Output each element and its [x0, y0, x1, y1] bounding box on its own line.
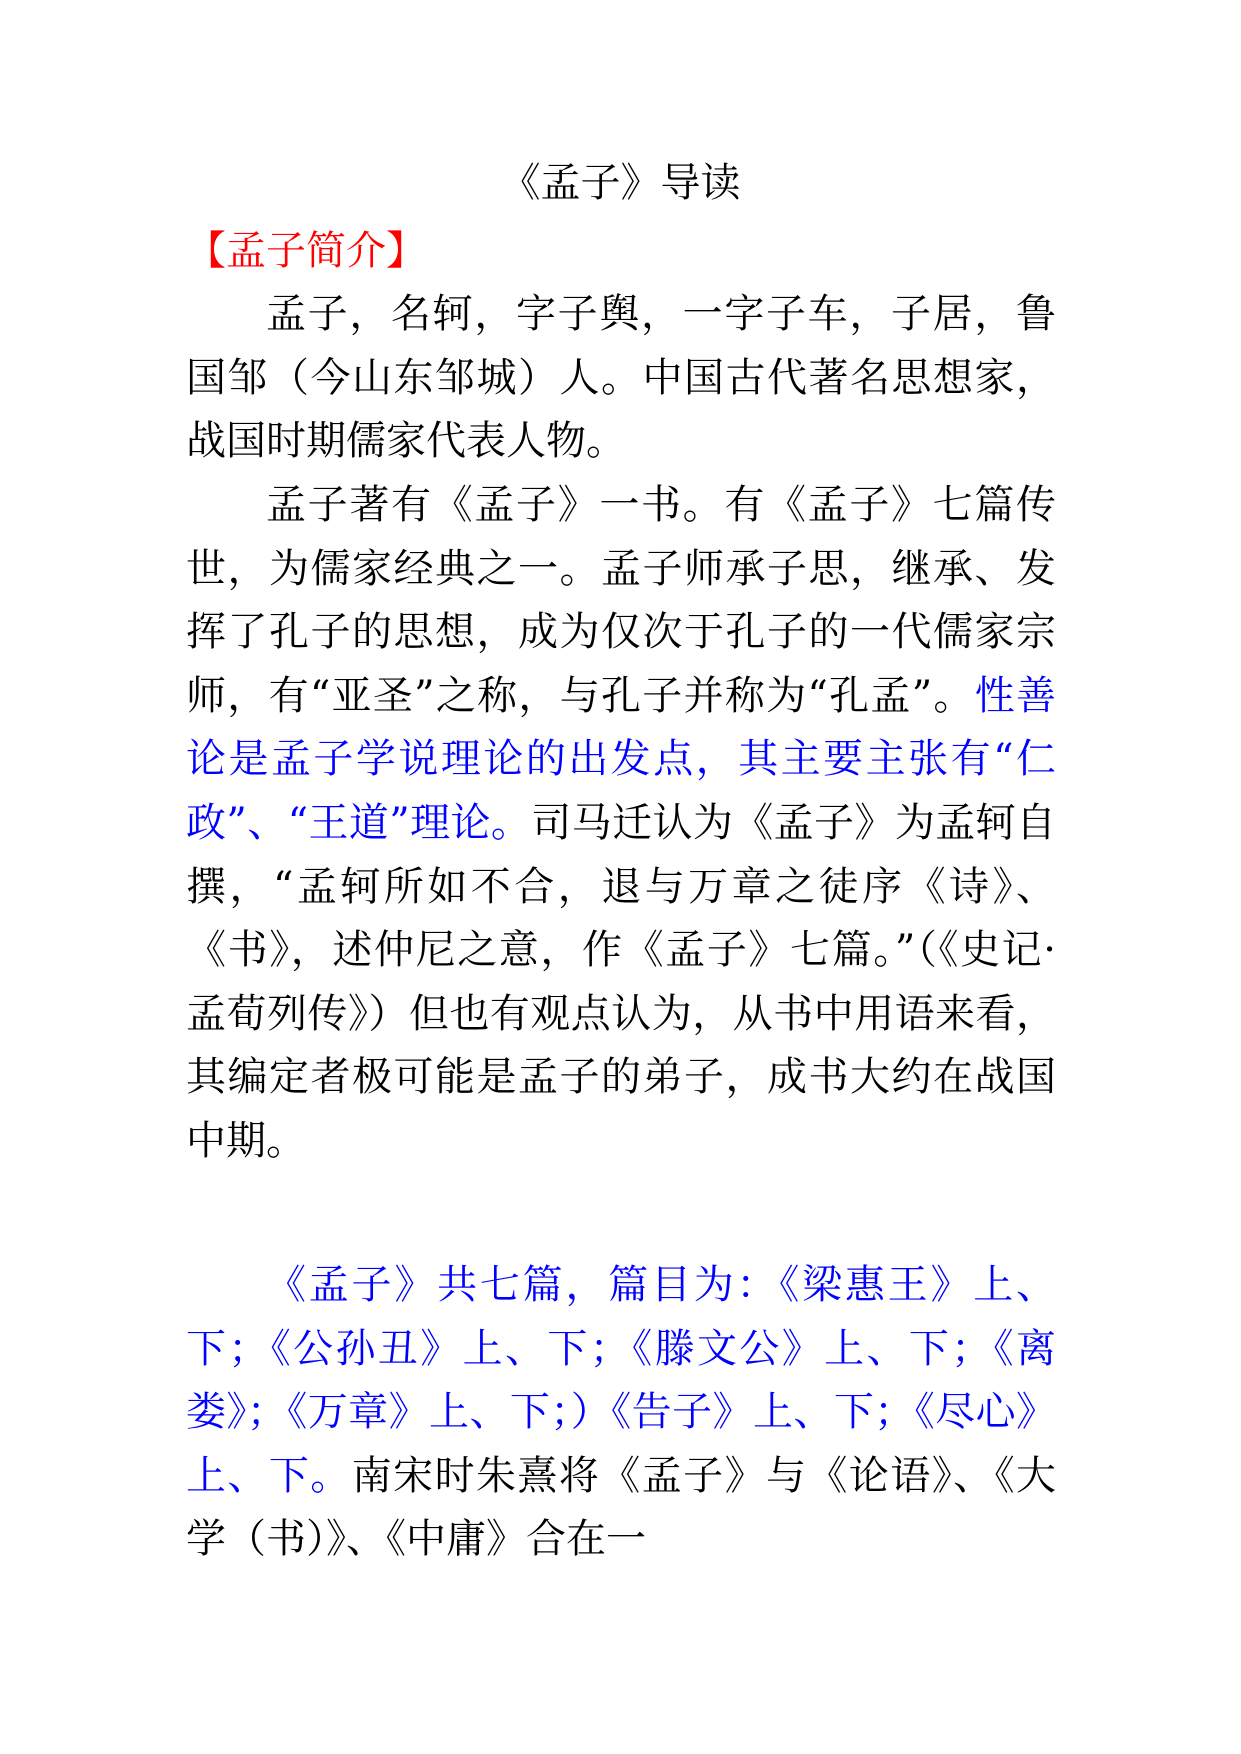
paragraph-chapters	[186, 1254, 1056, 1572]
paragraph-chapters-text: 南宋时朱熹将《孟子》与《论语》、《大学（书）》、《中庸》合在一	[186, 1452, 1057, 1563]
paragraph-works	[186, 474, 1056, 1174]
paragraph-works-text-1: 孟子著有《孟子》一书。有《孟子》七篇传世，为儒家经典之一。孟子师承子思，继承、发挥了孔子的思想，成为仅次于孔子的一代儒家宗师，有“亚圣”之称，与孔子并称为“孔孟”。	[186, 482, 1056, 719]
document-title: 《孟子》导读	[500, 160, 741, 206]
paragraph-works-text-2: 司马迁认为《孟子》为孟轲自撰，“孟轲所如不合，退与万章之徒序《诗》、《书》，述仲尼之意，作《孟子》七篇。”（《史记·孟荀列传》）但也有观点认为，从书中用语来看，其编定者极可能是孟子的弟子，成书大约在战国中期。	[186, 799, 1056, 1164]
paragraph-intro	[186, 283, 1056, 474]
section-heading: 【孟子简介】	[186, 228, 426, 274]
paragraph-intro-text: 孟子，名轲，字子舆，一字子车，子居，鲁国邹（今山东邹城）人。中国古代著名思想家，战国时期儒家代表人物。	[186, 291, 1056, 465]
paragraph-works-highlight: 性善论是孟子学说理论的出发点，其主要主张有“仁政”、“王道”理论。	[186, 672, 1057, 846]
paragraph-chapters-highlight: 《孟子》共七篇，篇目为：《梁惠王》上、下；《公孙丑》上、下；《滕文公》上、下；《离娄》；《万章》上、下；）《告子》上、下；《尽心》上、下。	[186, 1262, 1056, 1499]
